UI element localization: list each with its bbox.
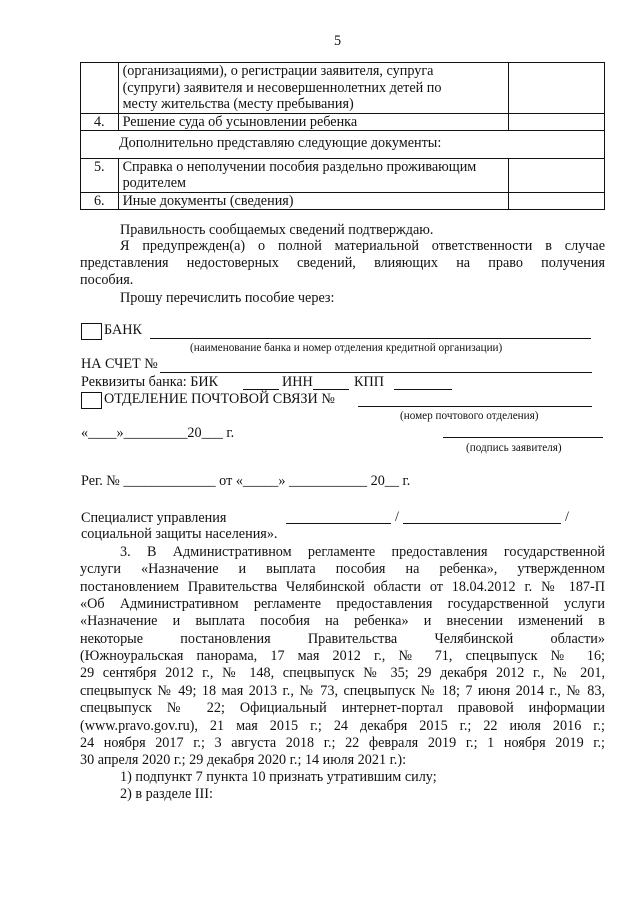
item-1: 1) подпункт 7 пункта 10 признать утратившим силу; [120,769,437,785]
body-line: (Южноуральская панорама, 17 мая 2012 г., № 71, спецвыпуск № 16; [80,648,605,665]
table-cell-line: Иные документы (сведения) [122,192,294,209]
table-row [81,131,605,159]
inn-line[interactable] [313,389,349,390]
table-cell-mark[interactable] [508,192,604,210]
bik-line[interactable] [243,389,279,390]
kpp-label: КПП [354,374,384,390]
body-line: 24 ноября 2017 г.; 3 августа 2018 г.; 22 февраля 2019 г.; 1 ноября 2019 г.; [80,734,605,751]
table-cell-line: Дополнительно представляю следующие документы: [119,135,442,151]
table-cell-line: Справка о неполучении пособия раздельно проживающим [122,158,477,175]
date-line: «____»_________20___ г. [81,425,235,441]
signature-caption: (подпись заявителя) [466,442,562,454]
table-row [81,63,605,114]
warning-line-2: представления недостоверных сведений, влияющих на право получения [80,255,605,271]
table-row [81,113,605,131]
slash-1: / [395,509,399,525]
post-caption: (номер почтового отделения) [400,410,539,422]
kpp-line[interactable] [394,389,452,390]
account-label: НА СЧЕТ № [81,356,158,372]
body-line: спецвыпуск № 22; Официальный интернет-портал правовой информации [80,700,605,717]
table-cell-number: 6. [81,192,119,210]
body-line: «Назначение и выплата пособия на ребенка» и внесении изменений в [80,613,605,630]
table-cell-text [118,158,508,192]
body-line: 29 сентября 2012 г., № 148, спецвыпуск № 35; 29 декабря 2012 г., № 201, [80,665,605,682]
table-cell-text [118,192,508,210]
table-cell-line: месту жительства (месту пребывания) [122,96,354,112]
table-cell-line: Решение суда об усыновлении ребенка [122,113,358,130]
bank-caption: (наименование банка и номер отделения кредитной организации) [190,342,503,354]
post-label: ОТДЕЛЕНИЕ ПОЧТОВОЙ СВЯЗИ № [104,391,335,407]
requisites-label: Реквизиты банка: БИК [81,374,219,390]
table-cell-text [118,113,508,131]
warning-line-3: пособия. [80,272,134,288]
table-cell-mark[interactable] [508,63,604,114]
specialist-signature-line[interactable] [286,523,391,524]
warning-line-1: Я предупрежден(а) о полной материальной ответственности в случае [120,238,605,254]
item-2: 2) в разделе III: [120,786,213,802]
inn-label: ИНН [282,374,313,390]
body-line: 30 апреля 2020 г.; 29 декабря 2020 г.; 14 июля 2021 г.): [80,752,407,769]
table-cell-mark[interactable] [508,113,604,131]
signature-line[interactable] [443,437,603,438]
body-line: постановлением Правительства Челябинской области от 18.04.2012 г. № 187-П [80,578,605,595]
body-line: 3. В Административном регламенте предоставления государственной [120,544,605,560]
specialist-line-1: Специалист управления [81,510,227,526]
table-row [81,158,605,192]
documents-table [80,62,605,210]
body-line: спецвыпуск № 49; 18 мая 2013 г., № 73, спецвыпуск № 18; 7 июня 2014 г., № 83, [80,682,605,699]
table-cell-line: (супруги) заявителя и несовершеннолетних детей по [122,79,442,96]
post-number-line[interactable] [358,406,592,407]
table-cell-text [118,63,508,114]
transfer-text: Прошу перечислить пособие через: [120,290,335,306]
slash-2: / [565,509,569,525]
bank-name-line[interactable] [150,338,591,339]
table-row [81,192,605,210]
account-line[interactable] [160,372,592,373]
table-cell-number: 4. [81,113,119,131]
table-cell-number [81,63,119,114]
registration-line: Рег. № _____________ от «_____» ___________ 20__ г. [81,473,411,489]
table-cell-line: (организациями), о регистрации заявителя, супруга [122,63,434,79]
bank-label: БАНК [104,322,142,338]
table-cell-text [81,131,605,159]
post-checkbox[interactable] [81,392,102,409]
bank-checkbox[interactable] [81,323,102,340]
table-cell-mark[interactable] [508,158,604,192]
specialist-line-2: социальной защиты населения». [81,526,278,542]
page-number: 5 [334,33,342,49]
body-line: некоторые постановления Правительства Челябинской области» [80,630,605,647]
confirm-text: Правильность сообщаемых сведений подтверждаю. [120,222,434,238]
body-line: «Об Административном регламенте предоставления государственной услуги [80,596,605,613]
body-line: услуги «Назначение и выплата пособия на ребенка», утвержденном [80,561,605,578]
body-line: (www.pravo.gov.ru), 21 мая 2015 г.; 24 декабря 2015 г.; 22 июля 2016 г.; [80,717,605,734]
specialist-name-line[interactable] [403,523,561,524]
table-cell-number: 5. [81,158,119,192]
table-cell-line: родителем [122,175,187,191]
